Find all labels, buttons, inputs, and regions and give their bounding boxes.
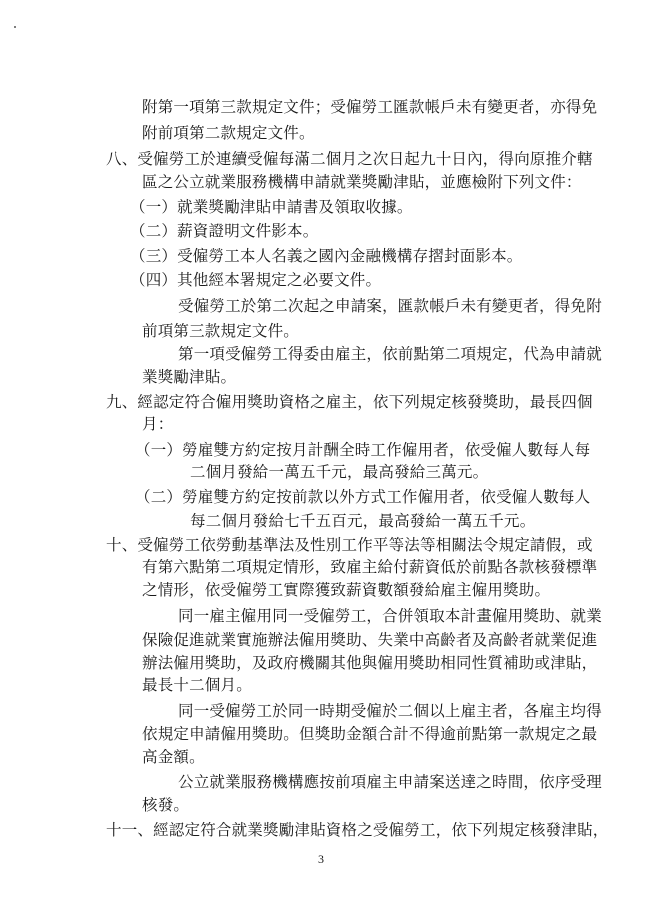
- text-line: 附前項第二款規定文件。: [142, 124, 315, 142]
- text-line: 九、經認定符合僱用獎助資格之雇主，依下列規定核發獎助，最長四個: [106, 393, 593, 411]
- text-line: 有第六點第二項規定情形，致雇主給付薪資低於前點各款核發標準: [142, 558, 598, 576]
- text-line: 辦法僱用獎助，及政府機關其他與僱用獎助相同性質補助或津貼，: [142, 654, 598, 672]
- text-line: 受僱勞工於第二次起之申請案，匯款帳戶未有變更者，得免附: [178, 297, 602, 315]
- page-number: 3: [318, 852, 324, 866]
- text-line: （二）勞雇雙方約定按前款以外方式工作僱用者，依受僱人數每人: [135, 488, 591, 506]
- text-line: （二）薪資證明文件影本。: [130, 222, 319, 240]
- text-line: 十一、經認定符合就業獎勵津貼資格之受僱勞工，依下列規定核發津貼，: [106, 821, 609, 839]
- text-line: 十、受僱勞工依勞動基準法及性別工作平等法等相關法令規定請假，或: [106, 536, 593, 554]
- text-line: （一）勞雇雙方約定按月計酬全時工作僱用者，依受僱人數每人每: [135, 441, 591, 459]
- text-line: （四）其他經本署規定之必要文件。: [130, 271, 382, 289]
- text-line: 第一項受僱勞工得委由雇主，依前點第二項規定，代為申請就: [178, 345, 602, 363]
- scan-speck: [14, 26, 16, 28]
- text-line: 依規定申請僱用獎助。但獎助金額合計不得逾前點第一款規定之最: [142, 725, 598, 743]
- text-line: 保險促進就業實施辦法僱用獎助、失業中高齡者及高齡者就業促進: [142, 631, 598, 649]
- text-line: 業獎勵津貼。: [142, 368, 237, 386]
- text-line: 核發。: [142, 796, 190, 814]
- text-line: 最長十二個月。: [142, 676, 252, 694]
- text-line: 附第一項第三款規定文件；受僱勞工匯款帳戶未有變更者，亦得免: [142, 98, 598, 116]
- text-line: 之情形，依受僱勞工實際獲致薪資數額發給雇主僱用獎助。: [142, 581, 551, 599]
- text-line: 公立就業服務機構應按前項雇主申請案送達之時間，依序受理: [178, 773, 602, 791]
- text-line: 高金額。: [142, 748, 205, 766]
- text-line: 月：: [142, 415, 174, 433]
- text-line: 區之公立就業服務機構申請就業獎勵津貼，並應檢附下列文件：: [142, 173, 582, 191]
- text-line: 同一受僱勞工於同一時期受僱於二個以上雇主者，各雇主均得: [178, 702, 602, 720]
- text-line: （一）就業獎勵津貼申請書及領取收據。: [130, 198, 413, 216]
- text-line: （三）受僱勞工本人名義之國內金融機構存摺封面影本。: [130, 247, 523, 265]
- text-line: 八、受僱勞工於連續受僱每滿二個月之次日起九十日內，得向原推介轄: [106, 150, 593, 168]
- text-line: 二個月發給一萬五千元，最高發給三萬元。: [190, 463, 489, 481]
- text-line: 每二個月發給七千五百元，最高發給一萬五千元。: [190, 512, 536, 530]
- text-line: 同一雇主僱用同一受僱勞工，合併領取本計畫僱用獎助、就業: [178, 607, 602, 625]
- text-line: 前項第三款規定文件。: [142, 322, 300, 340]
